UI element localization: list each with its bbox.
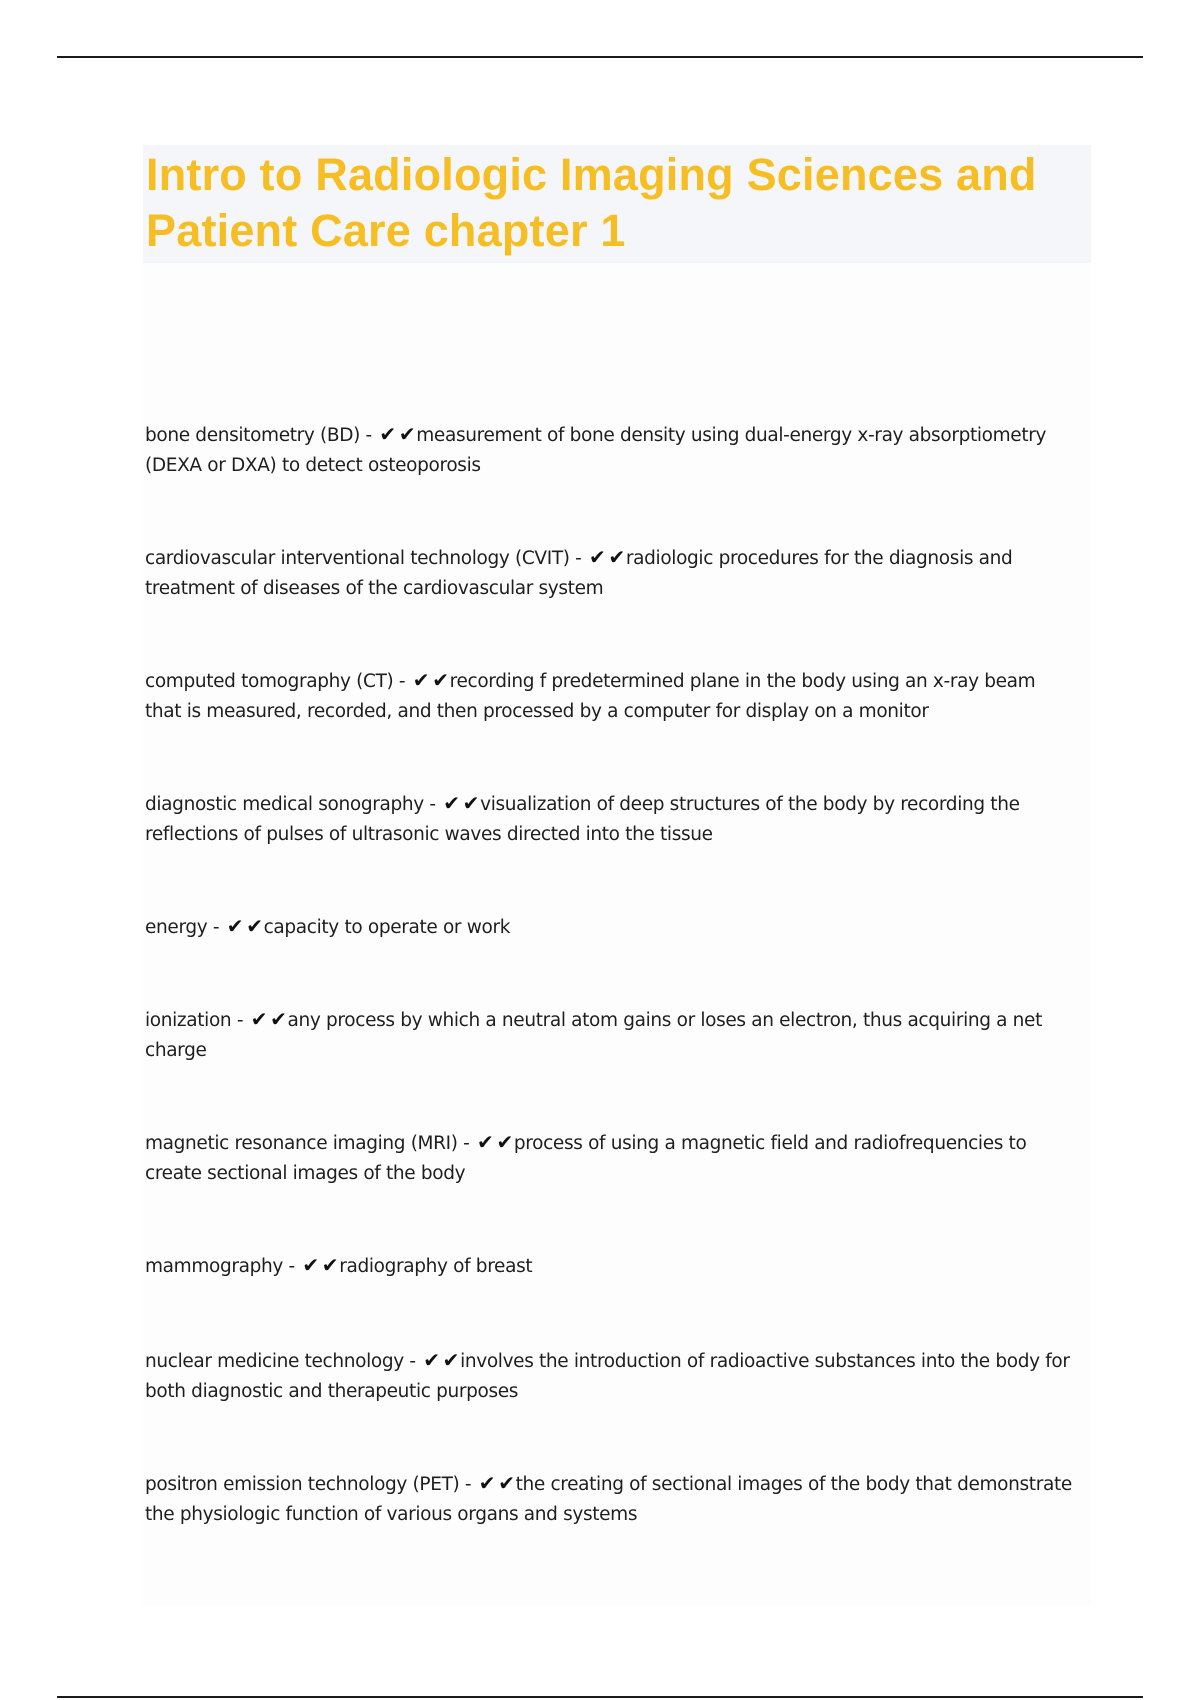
- check-icon: ✔: [398, 422, 416, 446]
- check-icon: ✔: [477, 1130, 494, 1154]
- document-page: [143, 145, 1091, 1605]
- separator: -: [457, 1133, 476, 1154]
- check-icon: ✔: [321, 1253, 339, 1277]
- term: magnetic resonance imaging (MRI): [145, 1133, 458, 1154]
- definition: any process by which a neutral atom gains or loses an electron, thus acquiring a net charge: [145, 1010, 1042, 1061]
- term: mammography: [145, 1256, 283, 1277]
- separator: -: [282, 1256, 301, 1277]
- document-title: Intro to Radiologic Imaging Sciences and Patient Care chapter 1: [146, 149, 1037, 256]
- title-block: [143, 145, 1091, 263]
- check-icon: ✔: [379, 422, 396, 446]
- definition: measurement of bone density using dual-energy x-ray absorptiometry (DEXA or DXA) to detect osteoporosis: [145, 425, 1047, 476]
- check-icon: ✔: [443, 791, 460, 815]
- term: bone densitometry (BD): [145, 425, 361, 446]
- check-icon: ✔: [412, 668, 430, 692]
- check-icon: ✔: [270, 1007, 287, 1031]
- term: positron emission technology (PET): [145, 1474, 460, 1495]
- check-icon: ✔: [442, 1348, 460, 1372]
- check-icon: ✔: [226, 914, 244, 938]
- term-entry: [145, 1127, 1075, 1189]
- term-entry: [145, 788, 1075, 850]
- separator: -: [423, 794, 442, 815]
- check-icon: ✔: [478, 1471, 496, 1495]
- check-icon: ✔: [432, 668, 449, 692]
- definition: process of using a magnetic field and radiofrequencies to create sectional images of the body: [145, 1133, 1027, 1184]
- term-entry: [145, 911, 1075, 943]
- check-icon: ✔: [250, 1007, 268, 1031]
- separator: -: [403, 1351, 422, 1372]
- term-entry: [145, 1468, 1075, 1530]
- check-icon: ✔: [302, 1253, 319, 1277]
- term: diagnostic medical sonography: [145, 794, 424, 815]
- definition: involves the introduction of radioactive substances into the body for both diagnostic and therapeutic purposes: [145, 1351, 1070, 1402]
- check-icon: ✔: [423, 1348, 440, 1372]
- term-entry: [145, 419, 1075, 481]
- separator: -: [207, 917, 225, 938]
- term: energy: [145, 917, 208, 938]
- separator: -: [569, 548, 588, 569]
- separator: -: [360, 425, 378, 446]
- check-icon: ✔: [246, 914, 263, 938]
- term: cardiovascular interventional technology (CVIT): [145, 548, 570, 569]
- definition: capacity to operate or work: [263, 917, 511, 938]
- check-icon: ✔: [496, 1130, 513, 1154]
- separator: -: [231, 1010, 249, 1031]
- check-icon: ✔: [462, 791, 480, 815]
- definition: recording f predetermined plane in the body using an x-ray beam that is measured, recorded, and then processed by a computer for display on a monitor: [145, 671, 1036, 722]
- definition: visualization of deep structures of the body by recording the reflections of pulses of ultrasonic waves directed into the tissue: [145, 794, 1020, 845]
- separator: -: [393, 671, 411, 692]
- term: nuclear medicine technology: [145, 1351, 404, 1372]
- separator: -: [459, 1474, 477, 1495]
- definition: radiologic procedures for the diagnosis and treatment of diseases of the cardiovascular system: [145, 548, 1013, 599]
- term-entry: [145, 665, 1075, 727]
- check-icon: ✔: [589, 545, 606, 569]
- top-rule: [57, 56, 1143, 58]
- term-entry: [145, 1250, 1075, 1282]
- definition: radiography of breast: [339, 1256, 533, 1277]
- term: computed tomography (CT): [145, 671, 394, 692]
- check-icon: ✔: [608, 545, 625, 569]
- term-entry: [145, 542, 1075, 604]
- bottom-rule: [57, 1696, 1143, 1698]
- term: ionization: [145, 1010, 232, 1031]
- term-entry: [145, 1004, 1075, 1066]
- term-entry: [145, 1345, 1075, 1407]
- check-icon: ✔: [498, 1471, 515, 1495]
- definition: the creating of sectional images of the body that demonstrate the physiologic function of various organs and systems: [145, 1474, 1072, 1525]
